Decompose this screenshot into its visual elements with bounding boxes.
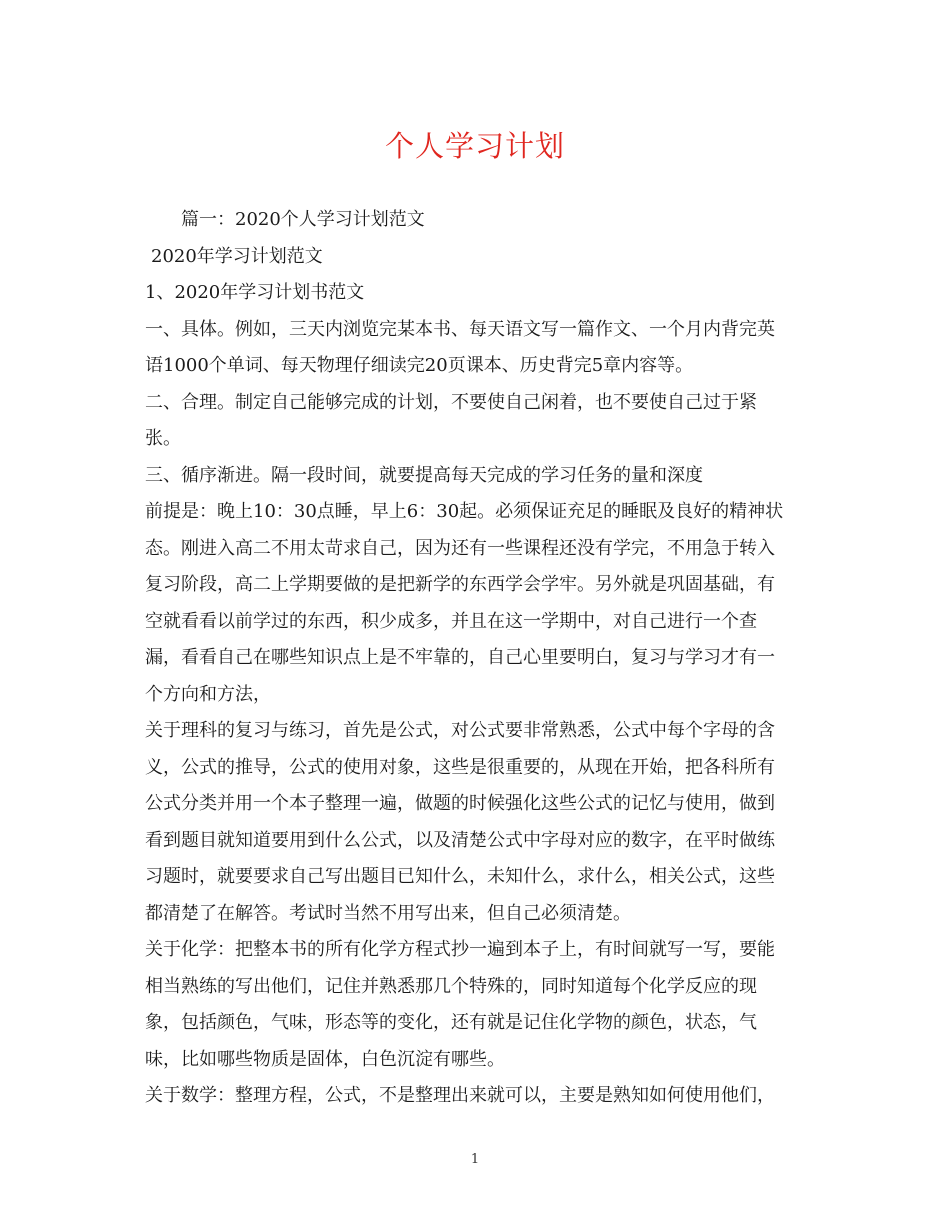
paragraph-line: 味，比如哪些物质是固体，白色沉淀有哪些。 (145, 1048, 505, 1070)
paragraph-line: 关于理科的复习与练习，首先是公式，对公式要非常熟悉，公式中每个字母的含 (145, 720, 775, 741)
paragraph-line: 前提是：晚上10：30点睡，早上6：30起。必须保证充足的睡眠及良好的精神状 (145, 501, 784, 522)
paragraph-line: 三、循序渐进。隔一段时间，就要提高每天完成的学习任务的量和深度 (145, 464, 703, 486)
document-body (145, 202, 815, 1115)
paragraph-line: 象，包括颜色，气味，形态等的变化，还有就是记住化学物的颜色，状态，气 (145, 1012, 757, 1033)
paragraph-line: 篇一：2020个人学习计划范文 (181, 209, 425, 230)
paragraph-line: 义，公式的推导，公式的使用对象，这些是很重要的，从现在开始，把各科所有 (145, 756, 775, 778)
paragraph-line: 二、合理。制定自己能够完成的计划，不要使自己闲着，也不要使自己过于紧 (145, 391, 757, 413)
paragraph-line: 看到题目就知道要用到什么公式，以及清楚公式中字母对应的数字，在平时做练 (145, 829, 775, 851)
paragraph-line: 张。 (145, 428, 181, 449)
page-number: 1 (470, 1152, 480, 1167)
paragraph-line: 习题时，就要要求自己写出题目已知什么，未知什么，求什么，相关公式，这些 (145, 866, 775, 887)
paragraph-line: 关于数学：整理方程，公式，不是整理出来就可以，主要是熟知如何使用他们， (145, 1085, 775, 1106)
paragraph-line: 语1000个单词、每天物理仔细读完20页课本、历史背完5章内容等。 (145, 355, 694, 376)
paragraph-line: 1、2020年学习计划书范文 (145, 282, 365, 303)
paragraph-line: 个方向和方法， (145, 683, 271, 705)
paragraph-line: 态。刚进入高二不用太苛求自己，因为还有一些课程还没有学完，不用急于转入 (145, 537, 775, 559)
paragraph-line: 2020年学习计划范文 (151, 245, 323, 267)
document-title: 个人学习计划 (384, 129, 565, 163)
paragraph-line: 漏，看看自己在哪些知识点上是不牢靠的，自己心里要明白，复习与学习才有一 (145, 647, 775, 668)
paragraph-line: 一、具体。例如，三天内浏览完某本书、每天语文写一篇作文、一个月内背完英 (145, 318, 775, 340)
paragraph-line: 公式分类并用一个本子整理一遍，做题的时候强化这些公式的记忆与使用，做到 (145, 793, 775, 814)
paragraph-line: 都清楚了在解答。考试时当然不用写出来，但自己必须清楚。 (145, 902, 631, 924)
paragraph-line: 相当熟练的写出他们，记住并熟悉那几个特殊的，同时知道每个化学反应的现 (145, 975, 757, 997)
paragraph-line: 复习阶段，高二上学期要做的是把新学的东西学会学牢。另外就是巩固基础，有 (145, 574, 775, 595)
paragraph-line: 关于化学：把整本书的所有化学方程式抄一遍到本子上，有时间就写一写，要能 (145, 939, 775, 960)
paragraph-line: 空就看看以前学过的东西，积少成多，并且在这一学期中，对自己进行一个查 (145, 610, 757, 632)
